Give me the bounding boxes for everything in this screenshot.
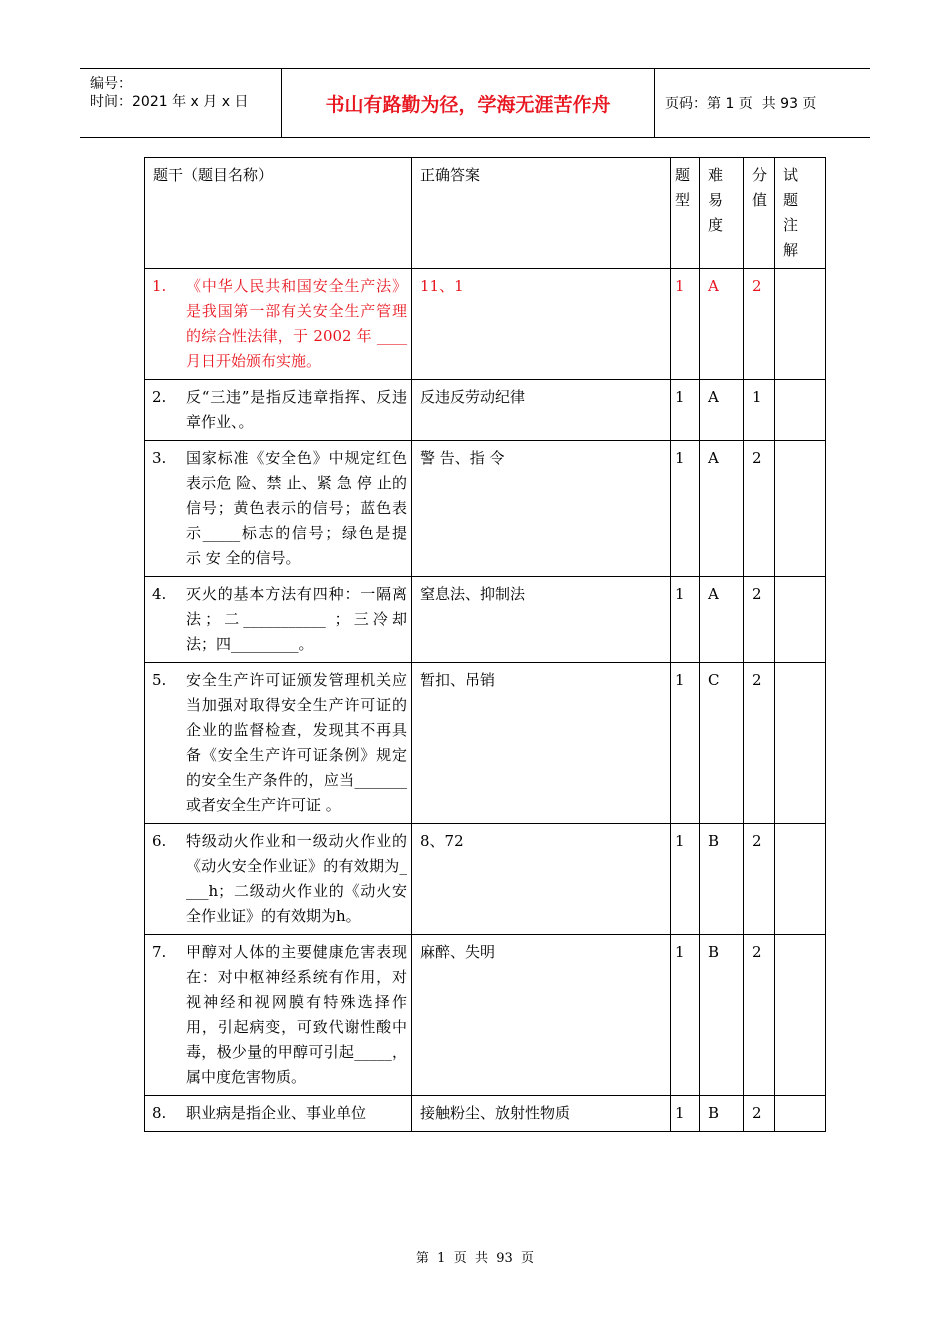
answer-cell: 警 告、指 令 bbox=[412, 441, 671, 577]
score-cell: 2 bbox=[744, 269, 775, 380]
answer-cell: 11、1 bbox=[412, 269, 671, 380]
answer-cell: 反违反劳动纪律 bbox=[412, 380, 671, 441]
difficulty-cell: B bbox=[700, 935, 744, 1096]
difficulty-cell: B bbox=[700, 824, 744, 935]
question-number: 1. bbox=[152, 277, 167, 295]
type-cell: 1 bbox=[671, 663, 700, 824]
note-cell bbox=[775, 663, 826, 824]
answer-cell: 窒息法、抑制法 bbox=[412, 577, 671, 663]
page-footer: 第 1 页 共 93 页 bbox=[415, 1251, 535, 1266]
header-question: 题干（题目名称） bbox=[145, 158, 412, 269]
note-cell bbox=[775, 577, 826, 663]
header-type: 题型 bbox=[671, 158, 700, 269]
difficulty-cell: A bbox=[700, 269, 744, 380]
header-page-info: 页码：第 1 页 共 93 页 bbox=[665, 96, 817, 112]
note-cell bbox=[775, 935, 826, 1096]
difficulty-cell: C bbox=[700, 663, 744, 824]
difficulty-cell: A bbox=[700, 577, 744, 663]
score-cell: 2 bbox=[744, 577, 775, 663]
header-motto: 书山有路勤为径，学海无涯苦作舟 bbox=[282, 69, 655, 137]
question-cell bbox=[145, 441, 412, 577]
type-cell: 1 bbox=[671, 577, 700, 663]
score-cell: 1 bbox=[744, 380, 775, 441]
question-number: 2. bbox=[152, 388, 167, 406]
score-cell: 2 bbox=[744, 824, 775, 935]
question-cell bbox=[145, 824, 412, 935]
question-number: 7. bbox=[152, 943, 167, 961]
note-cell bbox=[775, 380, 826, 441]
question-text: 国家标准《安全色》中规定红色表示危 险、禁 止、紧 急 停 止的信号；黄色表示的信号；蓝色表示_____标志的信号；绿色是提 示 安 全的信号。 bbox=[186, 449, 407, 567]
difficulty-cell: B bbox=[700, 1096, 744, 1132]
question-text: 甲醇对人体的主要健康危害表现在：对中枢神经系统有作用，对视神经和视网膜有特殊选择作用，引起病变，可致代谢性酸中毒，极少量的甲醇可引起_____，属中度危害物质。 bbox=[186, 943, 407, 1086]
question-text: 特级动火作业和一级动火作业的《动火安全作业证》的有效期为____h；二级动火作业的《动火安全作业证》的有效期为h。 bbox=[186, 832, 407, 925]
type-cell: 1 bbox=[671, 441, 700, 577]
question-number: 4. bbox=[152, 585, 167, 603]
question-number: 8. bbox=[152, 1104, 167, 1122]
table-row bbox=[145, 935, 826, 1096]
answer-cell: 接触粉尘、放射性物质 bbox=[412, 1096, 671, 1132]
score-cell: 2 bbox=[744, 663, 775, 824]
note-cell bbox=[775, 441, 826, 577]
header-score: 分值 bbox=[744, 158, 775, 269]
question-number: 3. bbox=[152, 449, 167, 467]
question-table bbox=[144, 157, 826, 1132]
difficulty-cell: A bbox=[700, 380, 744, 441]
header-difficulty: 难易度 bbox=[700, 158, 744, 269]
question-text: 《中华人民共和国安全生产法》是我国第一部有关安全生产管理的综合性法律，于 2002 年 ____月日开始颁布实施。 bbox=[186, 277, 407, 370]
question-number: 5. bbox=[152, 671, 167, 689]
doc-number-label: 编号： bbox=[90, 76, 132, 92]
note-cell bbox=[775, 1096, 826, 1132]
doc-date: 时间：2021 年 x 月 x 日 bbox=[90, 94, 249, 110]
header-answer: 正确答案 bbox=[412, 158, 671, 269]
type-cell: 1 bbox=[671, 380, 700, 441]
question-cell bbox=[145, 577, 412, 663]
question-cell bbox=[145, 935, 412, 1096]
score-cell: 2 bbox=[744, 441, 775, 577]
type-cell: 1 bbox=[671, 269, 700, 380]
question-cell bbox=[145, 269, 412, 380]
question-text: 反“三违”是指反违章指挥、反违章作业、。 bbox=[186, 388, 407, 431]
question-number: 6. bbox=[152, 832, 167, 850]
note-cell bbox=[775, 269, 826, 380]
table-row bbox=[145, 824, 826, 935]
table-row bbox=[145, 577, 826, 663]
answer-cell: 暂扣、吊销 bbox=[412, 663, 671, 824]
question-cell bbox=[145, 380, 412, 441]
question-cell bbox=[145, 663, 412, 824]
table-row bbox=[145, 269, 826, 380]
header-meta bbox=[80, 69, 282, 137]
table-row bbox=[145, 441, 826, 577]
score-cell: 2 bbox=[744, 935, 775, 1096]
difficulty-cell: A bbox=[700, 441, 744, 577]
type-cell: 1 bbox=[671, 935, 700, 1096]
type-cell: 1 bbox=[671, 1096, 700, 1132]
type-cell: 1 bbox=[671, 824, 700, 935]
table-row bbox=[145, 663, 826, 824]
page-header bbox=[80, 68, 870, 138]
table-row bbox=[145, 1096, 826, 1132]
answer-cell: 8、72 bbox=[412, 824, 671, 935]
score-cell: 2 bbox=[744, 1096, 775, 1132]
question-text: 职业病是指企业、事业单位 bbox=[186, 1104, 367, 1122]
question-cell bbox=[145, 1096, 412, 1132]
header-note: 试题注解 bbox=[775, 158, 826, 269]
table-row bbox=[145, 380, 826, 441]
answer-cell: 麻醉、失明 bbox=[412, 935, 671, 1096]
note-cell bbox=[775, 824, 826, 935]
table-header-row bbox=[145, 158, 826, 269]
question-text: 灭火的基本方法有四种：一隔离法；二___________ ；三冷却法；四_________。 bbox=[186, 585, 407, 653]
question-text: 安全生产许可证颁发管理机关应当加强对取得安全生产许可证的企业的监督检查，发现其不再具备《安全生产许可证条例》规定的安全生产条件的，应当_______或者安全生产许可证 。 bbox=[186, 671, 407, 814]
